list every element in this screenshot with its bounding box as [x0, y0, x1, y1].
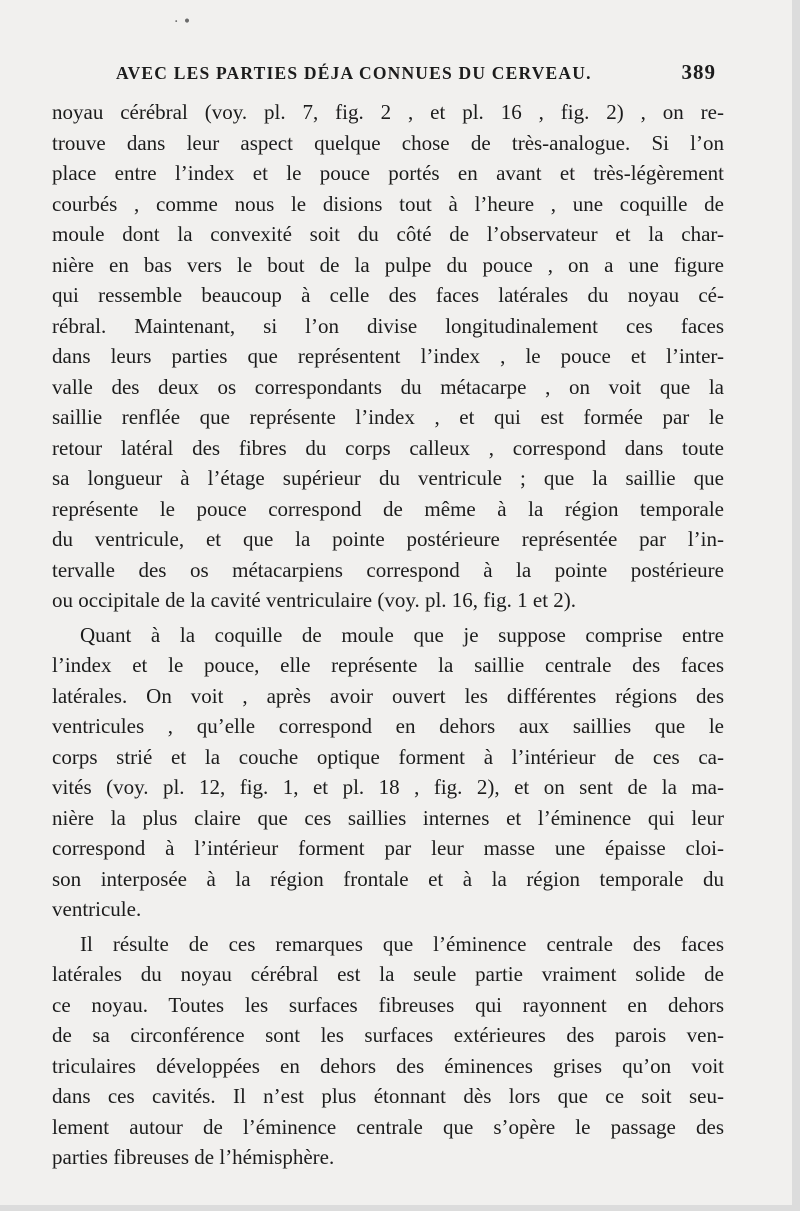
text-line: sa longueur à l’étage supérieur du ventricule ; que la saillie que	[52, 466, 724, 490]
text-line: saillie renflée que représente l’index , et qui est formée par le	[52, 405, 724, 429]
text-line: du ventricule, et que la pointe postérieure représentée par l’in-	[52, 527, 724, 551]
text-line: son interposée à la région frontale et à la région temporale du	[52, 866, 724, 891]
text-line: Il résulte de ces remarques que l’éminence centrale des faces	[80, 931, 724, 956]
text-line: représente le pouce correspond de même à la région temporale	[52, 496, 724, 521]
text-line: courbés , comme nous le disions tout à l’heure , une coquille de	[52, 191, 724, 216]
text-line: latérales du noyau cérébral est la seule partie vraiment solide de	[52, 962, 724, 986]
paragraph	[52, 620, 724, 925]
text-line: nière en bas vers le bout de la pulpe du pouce , on a une figure	[52, 252, 724, 277]
paragraph	[52, 97, 724, 616]
text-line: parties fibreuses de l’hémisphère.	[52, 1145, 335, 1169]
text-line: retour latéral des fibres du corps calleux , correspond dans toute	[52, 435, 724, 460]
text-line: noyau cérébral (voy. pl. 7, fig. 2 , et pl. 16 , fig. 2) , on re-	[52, 100, 724, 124]
text-line: corps strié et la couche optique forment à l’intérieur de ces ca-	[52, 744, 724, 769]
paragraph	[52, 929, 724, 1173]
text-line: correspond à l’intérieur forment par leur masse une épaisse cloi-	[52, 836, 724, 860]
text-line: ventricule.	[52, 897, 142, 921]
text-line: qui ressemble beaucoup à celle des faces latérales du noyau cé-	[52, 283, 724, 307]
text-line: dans leurs parties que représentent l’index , le pouce et l’inter-	[52, 344, 724, 368]
text-line: rébral. Maintenant, si l’on divise longitudinalement ces faces	[52, 313, 724, 338]
body-text	[52, 97, 724, 1173]
text-line: ce noyau. Toutes les surfaces fibreuses qui rayonnent en dehors	[52, 992, 724, 1017]
text-line: moule dont la convexité soit du côté de l’observateur et la char-	[52, 222, 724, 246]
text-line: ventricules , qu’elle correspond en dehors aux saillies que le	[52, 714, 724, 738]
text-line: l’index et le pouce, elle représente la saillie centrale des faces	[52, 653, 724, 677]
top-speck-mark: · •	[174, 14, 192, 30]
text-line: Quant à la coquille de moule que je suppose comprise entre	[80, 622, 724, 647]
text-line: place entre l’index et le pouce portés en avant et très-légèrement	[52, 161, 724, 185]
text-line: valle des deux os correspondants du métacarpe , on voit que la	[52, 374, 724, 399]
page-number: 389	[681, 60, 716, 84]
page-header	[52, 60, 716, 90]
running-head: AVEC LES PARTIES DÉJA CONNUES DU CERVEAU.	[116, 63, 592, 83]
text-line: lement autour de l’éminence centrale que s’opère le passage des	[52, 1114, 724, 1139]
text-line: triculaires développées en dehors des éminences grises qu’on voit	[52, 1053, 724, 1078]
text-line: nière la plus claire que ces saillies internes et l’éminence qui leur	[52, 805, 724, 830]
text-line: de sa circonférence sont les surfaces extérieures des parois ven-	[52, 1023, 724, 1047]
text-line: ou occipitale de la cavité ventriculaire (voy. pl. 16, fig. 1 et 2).	[52, 588, 577, 612]
text-line: dans ces cavités. Il n’est plus étonnant dès lors que ce soit seu-	[52, 1084, 724, 1108]
text-line: latérales. On voit , après avoir ouvert les différentes régions des	[52, 683, 724, 708]
text-line: tervalle des os métacarpiens correspond à la pointe postérieure	[52, 557, 724, 582]
text-line: trouve dans leur aspect quelque chose de très-analogue. Si l’on	[52, 130, 724, 155]
text-line: vités (voy. pl. 12, fig. 1, et pl. 18 , fig. 2), et on sent de la ma-	[52, 775, 724, 799]
